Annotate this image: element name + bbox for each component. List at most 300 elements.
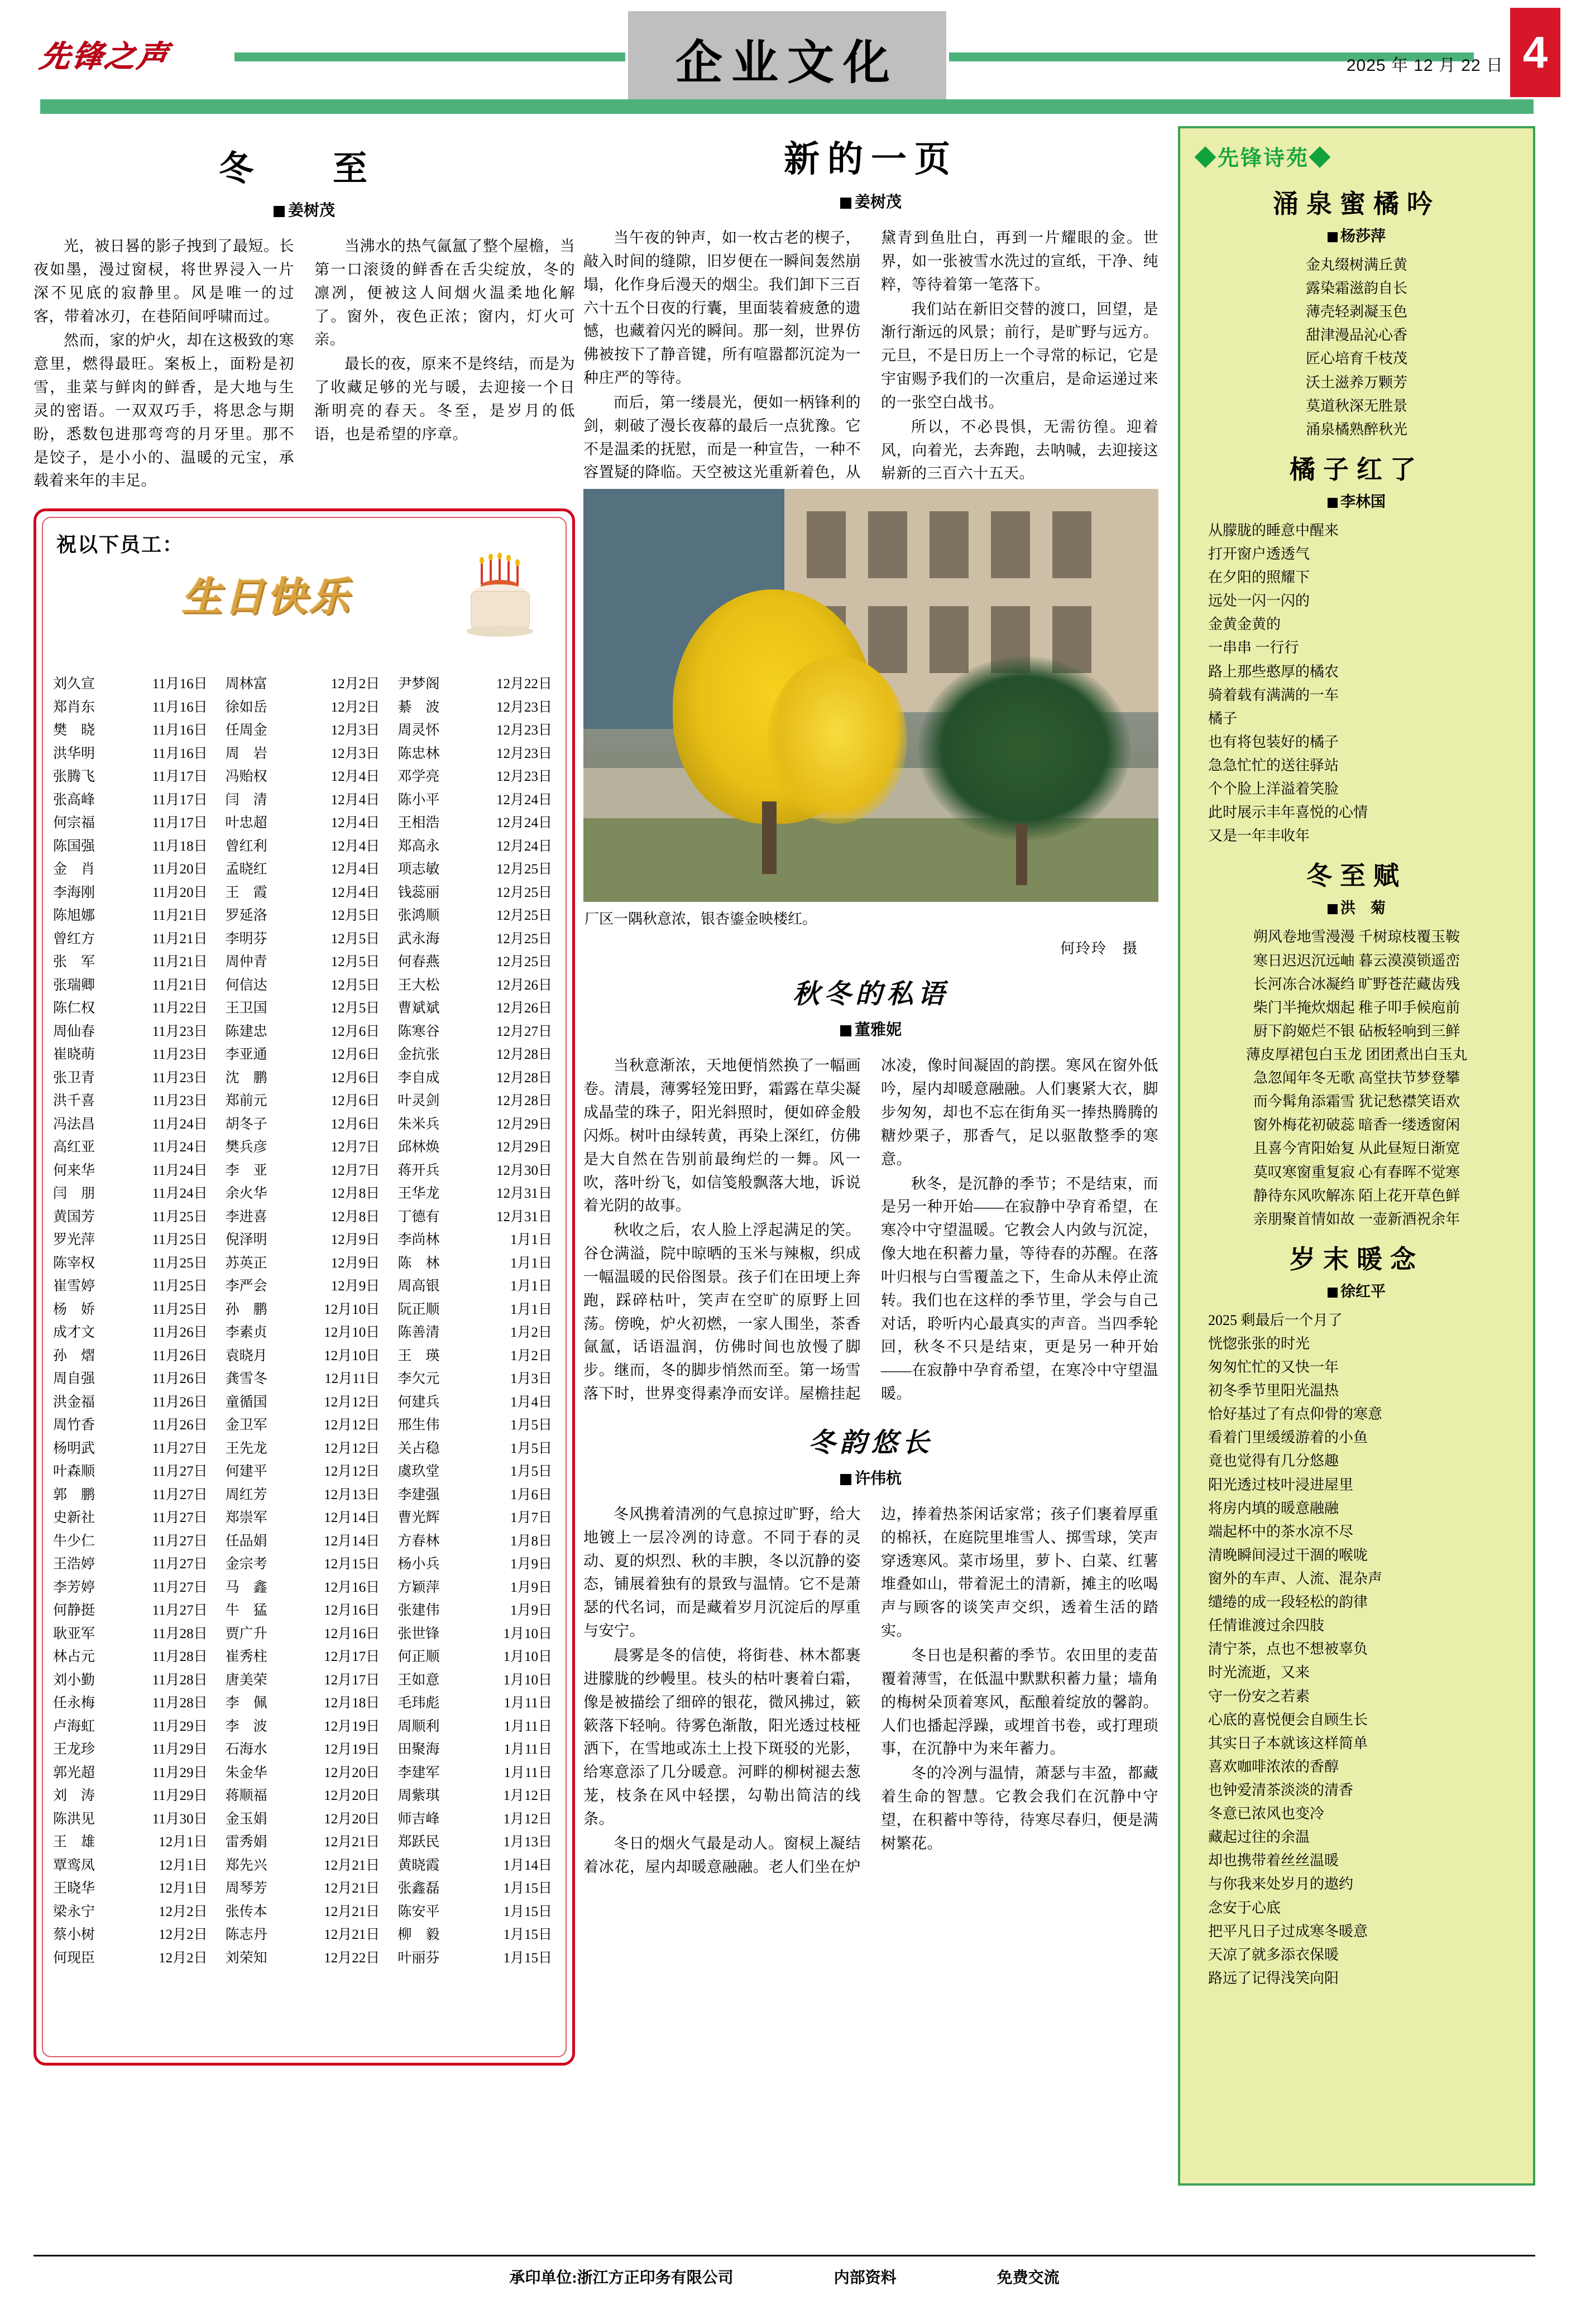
employee-name: 钱蕊丽 bbox=[397, 885, 440, 900]
birthday-box bbox=[33, 508, 575, 2066]
birthday-entry bbox=[226, 1576, 384, 1600]
birthday-date: 12月4日 bbox=[330, 815, 380, 831]
birthday-date: 11月30日 bbox=[152, 1811, 208, 1827]
birthday-cake-icon bbox=[466, 558, 533, 641]
birthday-date: 12月26日 bbox=[496, 1001, 552, 1016]
employee-name: 刘 涛 bbox=[53, 1788, 95, 1804]
birthday-entry bbox=[226, 1345, 384, 1368]
column-left bbox=[33, 126, 575, 2066]
birthday-date: 11月24日 bbox=[152, 1116, 208, 1132]
birthday-date: 12月14日 bbox=[324, 1533, 380, 1549]
employee-name: 沈 鹏 bbox=[225, 1070, 267, 1086]
employee-name: 罗延洛 bbox=[225, 908, 267, 924]
birthday-entry bbox=[397, 1089, 555, 1113]
birthday-entry bbox=[53, 928, 211, 951]
birthday-entry bbox=[226, 1784, 384, 1808]
birthday-date: 12月24日 bbox=[496, 792, 552, 808]
birthday-date: 12月4日 bbox=[330, 792, 380, 808]
birthday-date: 12月21日 bbox=[324, 1881, 380, 1896]
birthday-entry bbox=[53, 1738, 211, 1761]
birthday-date: 12月4日 bbox=[330, 769, 380, 785]
birthday-date: 1月10日 bbox=[503, 1649, 552, 1665]
poem-line: 从朦胧的睡意中醒来 bbox=[1208, 522, 1339, 539]
employee-name: 何来华 bbox=[53, 1163, 95, 1178]
birthday-entry bbox=[226, 1414, 384, 1437]
birthday-date: 12月11日 bbox=[324, 1371, 380, 1387]
birthday-entry bbox=[226, 858, 384, 881]
birthday-date: 12月6日 bbox=[330, 1047, 380, 1063]
birthday-date: 11月27日 bbox=[152, 1579, 208, 1595]
birthday-entry bbox=[226, 1692, 384, 1715]
poem-line: 阳光透过枝叶浸进屋里 bbox=[1208, 1476, 1354, 1493]
birthday-date: 1月9日 bbox=[510, 1557, 552, 1572]
poem-line: 薄皮厚裙包白玉龙 团团煮出白玉丸 bbox=[1246, 1046, 1468, 1063]
photo-credit: 何玲玲 摄 bbox=[1060, 940, 1138, 957]
birthday-date: 1月11日 bbox=[504, 1742, 552, 1758]
birthday-date: 12月12日 bbox=[324, 1441, 380, 1456]
poem-title: 岁末暖念 bbox=[1290, 1244, 1424, 1274]
birthday-date: 11月28日 bbox=[152, 1672, 208, 1688]
employee-name: 周竹香 bbox=[53, 1418, 95, 1433]
birthday-entry bbox=[53, 1089, 211, 1113]
birthday-date: 1月8日 bbox=[510, 1533, 552, 1549]
employee-name: 陈志丹 bbox=[225, 1927, 267, 1943]
birthday-date: 1月6日 bbox=[510, 1487, 552, 1502]
birthday-date: 1月12日 bbox=[503, 1811, 552, 1827]
employee-name: 何信达 bbox=[225, 977, 267, 993]
birthday-entry bbox=[226, 1506, 384, 1530]
employee-name: 张卫青 bbox=[53, 1070, 95, 1086]
birthday-entry bbox=[53, 742, 211, 766]
birthday-date: 11月25日 bbox=[152, 1302, 208, 1317]
employee-name: 虞玖堂 bbox=[397, 1464, 440, 1480]
employee-name: 叶丽芬 bbox=[397, 1950, 440, 1966]
employee-name: 李芳婷 bbox=[53, 1579, 95, 1595]
birthday-entry bbox=[226, 1367, 384, 1391]
poetry-section-title: ◆先锋诗苑◆ bbox=[1195, 147, 1333, 170]
employee-name: 张高峰 bbox=[53, 792, 95, 808]
employee-name: 陈宰权 bbox=[53, 1255, 95, 1271]
employee-name: 王先龙 bbox=[225, 1441, 267, 1456]
birthday-entry bbox=[53, 1622, 211, 1646]
employee-name: 陈寒谷 bbox=[397, 1024, 440, 1039]
masthead bbox=[0, 0, 1576, 95]
birthday-entry bbox=[53, 1043, 211, 1067]
birthday-entry bbox=[226, 974, 384, 997]
employee-name: 王 瑛 bbox=[397, 1348, 440, 1363]
birthday-date: 12月2日 bbox=[159, 1950, 208, 1966]
birthday-entry bbox=[53, 1576, 211, 1600]
employee-name: 何春燕 bbox=[397, 954, 440, 970]
birthday-entry bbox=[53, 1831, 211, 1854]
byline-square-icon bbox=[1328, 904, 1338, 914]
birthday-date: 1月15日 bbox=[503, 1950, 552, 1966]
birthday-entry bbox=[53, 1182, 211, 1206]
poem-line: 喜欢咖啡浓浓的香醇 bbox=[1208, 1758, 1339, 1775]
poem-line: 藏起过往的余温 bbox=[1208, 1829, 1310, 1846]
employee-name: 何建兵 bbox=[397, 1394, 440, 1410]
author-name: 洪 菊 bbox=[1340, 900, 1386, 917]
employee-name: 周仙春 bbox=[53, 1024, 95, 1039]
poem-line: 时光流逝，又来 bbox=[1208, 1664, 1310, 1681]
author-name: 李林国 bbox=[1340, 493, 1386, 510]
birthday-date: 11月23日 bbox=[152, 1093, 208, 1109]
poem-line: 厨下韵姬烂不银 砧板轻响到三鲜 bbox=[1253, 1022, 1460, 1039]
employee-name: 洪千喜 bbox=[53, 1093, 95, 1109]
employee-name: 杨明武 bbox=[53, 1441, 95, 1456]
birthday-entry bbox=[397, 1182, 555, 1206]
birthday-date: 1月5日 bbox=[510, 1464, 552, 1480]
birthday-entry bbox=[53, 950, 211, 974]
birthday-date: 12月15日 bbox=[324, 1557, 380, 1572]
birthday-date: 11月16日 bbox=[152, 723, 208, 738]
article-body-qiudong bbox=[583, 1054, 1158, 1406]
employee-name: 毛玮彪 bbox=[397, 1696, 440, 1711]
birthday-date: 11月25日 bbox=[152, 1279, 208, 1294]
birthday-date: 11月17日 bbox=[152, 792, 208, 808]
poem-author bbox=[1194, 489, 1520, 511]
birthday-entry bbox=[53, 904, 211, 928]
birthday-date: 12月20日 bbox=[324, 1788, 380, 1804]
employee-name: 何宗福 bbox=[53, 815, 95, 831]
paragraph: 冬日也是积蓄的季节。农田里的麦苗覆着薄雪，在低温中默默积蓄力量；墙角的梅树朵顶着寒风，酝酿着绽放的馨韵。人们也播起浮躁，或埋首书卷，或打理琐事，在沉静中为来年蓄力。 bbox=[881, 1647, 1158, 1758]
birthday-date: 11月25日 bbox=[152, 1209, 208, 1225]
birthday-date: 12月2日 bbox=[159, 1904, 208, 1919]
birthday-date: 12月31日 bbox=[496, 1209, 552, 1225]
birthday-date: 12月23日 bbox=[496, 699, 552, 715]
birthday-date: 1月11日 bbox=[504, 1718, 552, 1734]
employee-name: 崔秀柱 bbox=[225, 1649, 267, 1665]
birthday-entry bbox=[226, 1089, 384, 1113]
byline-square-icon bbox=[840, 1474, 851, 1485]
birthday-entry bbox=[397, 696, 555, 719]
birthday-entry bbox=[397, 1206, 555, 1229]
birthday-entry bbox=[226, 1043, 384, 1067]
employee-name: 孙 鹏 bbox=[225, 1302, 267, 1317]
birthday-date: 1月4日 bbox=[510, 1394, 552, 1410]
page-footer bbox=[33, 2255, 1535, 2288]
birthday-entry bbox=[397, 1321, 555, 1345]
birthday-entry bbox=[397, 1483, 555, 1507]
birthday-entry bbox=[53, 1553, 211, 1576]
birthday-entry bbox=[397, 1506, 555, 1530]
poem-line: 且喜今宵阳始复 从此昼短日渐宽 bbox=[1253, 1140, 1460, 1157]
birthday-entry bbox=[226, 1228, 384, 1252]
employee-name: 张腾飞 bbox=[53, 769, 95, 785]
birthday-entry bbox=[226, 1067, 384, 1090]
birthday-date: 12月23日 bbox=[496, 723, 552, 738]
birthday-date: 11月20日 bbox=[152, 862, 208, 877]
birthday-greeting: 祝以下员工： bbox=[56, 534, 184, 556]
paragraph: 冬风携着清冽的气息掠过旷野，给大地镀上一层冷冽的诗意。不同于春的灵动、夏的炽烈、秋的丰腴，冬以沉静的姿态，铺展着独有的景致与温情。它不是萧瑟的代名词，而是藏着岁月沉淀后的厚重与安宁。 bbox=[583, 1505, 861, 1640]
poem-line: 路上那些憨厚的橘农 bbox=[1208, 663, 1339, 680]
poem-line: 匠心培育千枝茂 bbox=[1305, 350, 1407, 367]
employee-name: 周 岩 bbox=[225, 746, 267, 761]
poem-line: 窗外的车声、人流、混杂声 bbox=[1208, 1571, 1383, 1587]
birthday-date: 1月15日 bbox=[503, 1904, 552, 1919]
employee-name: 王华龙 bbox=[397, 1186, 440, 1202]
employee-name: 郑高永 bbox=[397, 838, 440, 854]
column-right bbox=[1178, 126, 1535, 2186]
poem-line: 清宁茶，点也不想被辜负 bbox=[1208, 1641, 1368, 1658]
birthday-entry bbox=[397, 1367, 555, 1391]
birthday-entry bbox=[397, 1391, 555, 1414]
poem-line: 心底的喜悦便会自顾生长 bbox=[1208, 1711, 1368, 1728]
employee-name: 卢海虹 bbox=[53, 1718, 95, 1734]
birthday-date: 12月29日 bbox=[496, 1140, 552, 1155]
employee-name: 刘久宣 bbox=[53, 676, 95, 692]
birthday-date: 11月26日 bbox=[152, 1325, 208, 1341]
birthday-entry bbox=[53, 1020, 211, 1044]
birthday-word-art: 生日快乐 bbox=[181, 575, 352, 620]
birthday-entry bbox=[397, 974, 555, 997]
birthday-entry bbox=[53, 1367, 211, 1391]
employee-name: 龚雪冬 bbox=[225, 1371, 267, 1387]
factory-autumn-ginkgo-photo bbox=[583, 489, 1158, 902]
employee-name: 刘小勤 bbox=[53, 1672, 95, 1688]
employee-name: 李明芬 bbox=[225, 931, 267, 947]
employee-name: 曾红利 bbox=[225, 838, 267, 854]
article-byline-dongyun bbox=[583, 1466, 1158, 1488]
employee-name: 陈国强 bbox=[53, 838, 95, 854]
birthday-entry bbox=[226, 997, 384, 1020]
birthday-date: 11月25日 bbox=[152, 1232, 208, 1248]
poem-line: 涌泉橘熟醉秋光 bbox=[1305, 421, 1407, 438]
birthday-entry bbox=[397, 1576, 555, 1600]
birthday-date: 12月3日 bbox=[330, 746, 380, 761]
employee-name: 石海水 bbox=[225, 1742, 267, 1758]
employee-name: 李尚林 bbox=[397, 1232, 440, 1248]
birthday-entry bbox=[397, 997, 555, 1020]
employee-name: 李素贞 bbox=[225, 1325, 267, 1341]
poem-lines bbox=[1194, 925, 1520, 1231]
employee-name: 丁德有 bbox=[397, 1209, 440, 1225]
birthday-date: 1月1日 bbox=[510, 1255, 552, 1271]
poem-line: 端起杯中的茶水凉不尽 bbox=[1208, 1523, 1354, 1540]
poem-line: 急忽闻年冬无歌 高堂扶节梦登攀 bbox=[1253, 1070, 1460, 1087]
poem-lines bbox=[1194, 1309, 1520, 1990]
employee-name: 綦 波 bbox=[397, 699, 440, 715]
poem-line: 骑着载有满满的一车 bbox=[1208, 686, 1339, 703]
byline-square-icon bbox=[840, 198, 851, 209]
birthday-date: 1月7日 bbox=[510, 1510, 552, 1526]
employee-name: 张瑞卿 bbox=[53, 977, 95, 993]
employee-name: 耿亚军 bbox=[53, 1626, 95, 1641]
column-middle bbox=[583, 126, 1158, 1879]
employee-name: 童循国 bbox=[225, 1394, 267, 1410]
article-byline-xinde bbox=[583, 190, 1158, 212]
employee-name: 周灵怀 bbox=[397, 723, 440, 738]
employee-name: 李 佩 bbox=[225, 1696, 267, 1711]
birthday-box-inner bbox=[42, 517, 567, 2057]
employee-name: 曹斌斌 bbox=[397, 1001, 440, 1016]
birthday-date: 12月1日 bbox=[159, 1881, 208, 1896]
birthday-entry bbox=[397, 1900, 555, 1924]
birthday-date: 12月31日 bbox=[496, 1186, 552, 1202]
birthday-entry bbox=[226, 950, 384, 974]
birthday-date: 12月12日 bbox=[324, 1394, 380, 1410]
poem-line: 守一份安之若素 bbox=[1208, 1688, 1310, 1704]
employee-name: 朱米兵 bbox=[397, 1116, 440, 1132]
poem-line: 把平凡日子过成寒冬暖意 bbox=[1208, 1923, 1368, 1939]
employee-name: 陈忠林 bbox=[397, 746, 440, 761]
birthday-date: 12月22日 bbox=[496, 676, 552, 692]
birthday-entry bbox=[397, 1113, 555, 1136]
birthday-date: 12月5日 bbox=[330, 954, 380, 970]
birthday-date: 11月27日 bbox=[152, 1487, 208, 1502]
birthday-date: 12月28日 bbox=[496, 1070, 552, 1086]
employee-name: 金 肖 bbox=[53, 862, 95, 877]
birthday-entry bbox=[53, 673, 211, 696]
employee-name: 张传本 bbox=[225, 1904, 267, 1919]
birthday-date: 1月14日 bbox=[503, 1857, 552, 1873]
poem-line: 此时展示丰年喜悦的心情 bbox=[1208, 804, 1368, 821]
birthday-entry bbox=[226, 1020, 384, 1044]
birthday-date: 11月20日 bbox=[152, 885, 208, 900]
birthday-date: 12月6日 bbox=[330, 1116, 380, 1132]
paragraph: 我们站在新旧交替的渡口，回望，是渐行渐远的风景；前行，是旷野与远方。元旦，不是日历上一个寻常的标记，它是宇宙赐予我们的一次重启，是命运递过来的一张空白战书。 bbox=[881, 300, 1158, 411]
employee-name: 师吉峰 bbox=[397, 1811, 440, 1827]
birthday-date: 12月28日 bbox=[496, 1047, 552, 1063]
birthday-entry bbox=[53, 1437, 211, 1461]
printer-info bbox=[509, 2265, 733, 2288]
employee-name: 张鑫磊 bbox=[397, 1881, 440, 1896]
employee-name: 袁晓月 bbox=[225, 1348, 267, 1363]
poem-line: 初冬季节里阳光温热 bbox=[1208, 1382, 1339, 1399]
birthday-entry bbox=[397, 881, 555, 905]
author-name: 姜树茂 bbox=[288, 201, 335, 219]
employee-name: 李欠元 bbox=[397, 1371, 440, 1387]
birthday-entry bbox=[226, 1391, 384, 1414]
birthday-entry bbox=[397, 1923, 555, 1947]
employee-name: 王 霞 bbox=[225, 885, 267, 900]
birthday-date: 12月1日 bbox=[159, 1835, 208, 1850]
birthday-date: 12月24日 bbox=[496, 815, 552, 831]
birthday-entry bbox=[226, 1761, 384, 1785]
poem bbox=[1194, 449, 1520, 848]
employee-name: 金抗张 bbox=[397, 1047, 440, 1063]
birthday-entry bbox=[53, 1298, 211, 1322]
birthday-entry bbox=[53, 1923, 211, 1947]
birthday-entry bbox=[397, 1252, 555, 1275]
birthday-date: 12月2日 bbox=[330, 699, 380, 715]
birthday-date: 12月2日 bbox=[159, 1927, 208, 1943]
birthday-entry bbox=[226, 835, 384, 858]
poem-line: 2025 剩最后一个月了 bbox=[1208, 1312, 1343, 1328]
birthday-date: 12月7日 bbox=[330, 1140, 380, 1155]
employee-name: 崔晓萌 bbox=[53, 1047, 95, 1063]
paragraph: 光，被日晷的影子拽到了最短。长夜如墨，漫过窗棂，将世界浸入一片深不见底的寂静里。风是唯一的过客，带着冰刃，在巷陌间呼啸而过。 bbox=[33, 238, 294, 325]
birthday-date: 12月24日 bbox=[496, 838, 552, 854]
birthday-date: 12月13日 bbox=[324, 1487, 380, 1502]
article-body-xinde bbox=[583, 227, 1158, 486]
poem-author bbox=[1194, 1279, 1520, 1301]
employee-name: 郑跃民 bbox=[397, 1835, 440, 1850]
birthday-entry bbox=[53, 1808, 211, 1831]
birthday-entry bbox=[226, 742, 384, 766]
byline-square-icon bbox=[1328, 1288, 1338, 1298]
poem-line: 路远了记得浅笑向阳 bbox=[1208, 1970, 1339, 1986]
employee-name: 李严会 bbox=[225, 1279, 267, 1294]
poem-line: 恍惚张张的时光 bbox=[1208, 1335, 1310, 1352]
employee-name: 陈小平 bbox=[397, 792, 440, 808]
employee-name: 尹梦阁 bbox=[397, 676, 440, 692]
birthday-entry bbox=[53, 1645, 211, 1669]
paragraph: 当沸水的热气氤氲了整个屋檐，当第一口滚烫的鲜香在舌尖绽放，冬的凛冽，便被这人间烟火温柔地化解了。窗外，夜色正浓；窗内，灯火可亲。 bbox=[314, 238, 575, 348]
birthday-entry bbox=[53, 1947, 211, 1970]
employee-name: 樊兵彦 bbox=[225, 1140, 267, 1155]
birthday-entry bbox=[397, 1298, 555, 1322]
birthday-entry bbox=[226, 1923, 384, 1947]
employee-name: 郭光超 bbox=[53, 1765, 95, 1780]
birthday-entry bbox=[53, 1414, 211, 1437]
employee-name: 罗光萍 bbox=[53, 1232, 95, 1248]
poem-line: 将房内填的暖意融融 bbox=[1208, 1500, 1339, 1516]
notice-internal: 内部资料 bbox=[833, 2269, 897, 2287]
birthday-entry bbox=[397, 1599, 555, 1622]
birthday-entry bbox=[53, 812, 211, 835]
poem-author bbox=[1194, 896, 1520, 918]
article-body-dongyun bbox=[583, 1503, 1158, 1879]
birthday-entry bbox=[226, 881, 384, 905]
employee-name: 周琴芳 bbox=[225, 1881, 267, 1896]
birthday-entry bbox=[226, 765, 384, 789]
page-number-badge: 4 bbox=[1510, 8, 1560, 97]
birthday-entry bbox=[397, 1877, 555, 1900]
birthday-entry bbox=[397, 928, 555, 951]
birthday-date: 12月2日 bbox=[330, 676, 380, 692]
employee-name: 洪金福 bbox=[53, 1394, 95, 1410]
birthday-entry bbox=[397, 1831, 555, 1854]
birthday-date: 11月29日 bbox=[152, 1788, 208, 1804]
birthday-entry bbox=[53, 835, 211, 858]
birthday-date: 1月11日 bbox=[504, 1765, 552, 1780]
article-title-dongyun: 冬韵悠长 bbox=[808, 1428, 933, 1458]
birthday-date: 12月23日 bbox=[496, 746, 552, 761]
birthday-date: 12月10日 bbox=[324, 1302, 380, 1317]
employee-name: 陈建忠 bbox=[225, 1024, 267, 1039]
birthday-entry bbox=[226, 1808, 384, 1831]
birthday-date: 11月17日 bbox=[152, 815, 208, 831]
birthday-entry bbox=[397, 1067, 555, 1090]
employee-name: 徐如岳 bbox=[225, 699, 267, 715]
birthday-entry bbox=[397, 1020, 555, 1044]
birthday-date: 11月28日 bbox=[152, 1696, 208, 1711]
poem-line: 也有将包装好的橘子 bbox=[1208, 733, 1339, 750]
byline-square-icon bbox=[274, 206, 285, 217]
birthday-date: 1月3日 bbox=[510, 1371, 552, 1387]
birthday-date: 12月20日 bbox=[324, 1765, 380, 1780]
byline-square-icon bbox=[1328, 232, 1338, 242]
birthday-entry bbox=[226, 1159, 384, 1183]
birthday-entry bbox=[397, 789, 555, 812]
employee-name: 闫 朋 bbox=[53, 1186, 95, 1202]
employee-name: 冯法昌 bbox=[53, 1116, 95, 1132]
birthday-date: 1月15日 bbox=[503, 1881, 552, 1896]
birthday-date: 11月21日 bbox=[152, 954, 208, 970]
birthday-entry bbox=[53, 1136, 211, 1159]
birthday-entry bbox=[53, 1715, 211, 1739]
birthday-entry bbox=[226, 812, 384, 835]
employee-name: 周仲青 bbox=[225, 954, 267, 970]
paragraph: 秋冬，是沉静的季节；不是结束，而是另一种开始——在寂静中孕育希望，在寒冷中守望温暖。它教会人内敛与沉淀，像大地在积蓄力量，等待春的苏醒。在落叶归根与白雪覆盖之下，生命从未停止流转。我们也在这样的季节里，学会与自己对话，聆听内心最真实的声音。当四季轮回，秋冬不只是结束，更是另一种开始——在寂静中孕育希望，在寒冷中守望温暖。 bbox=[881, 1175, 1158, 1403]
birthday-entry bbox=[53, 1345, 211, 1368]
birthday-date: 11月26日 bbox=[152, 1394, 208, 1410]
birthday-date: 12月21日 bbox=[324, 1904, 380, 1919]
birthday-date: 12月21日 bbox=[324, 1927, 380, 1943]
birthday-entry bbox=[226, 1947, 384, 1970]
paragraph: 所以，不必畏惧，无需彷徨。迎着风，向着光，去奔跑，去呐喊，去迎接这崭新的三百六十五天。 bbox=[881, 418, 1158, 482]
